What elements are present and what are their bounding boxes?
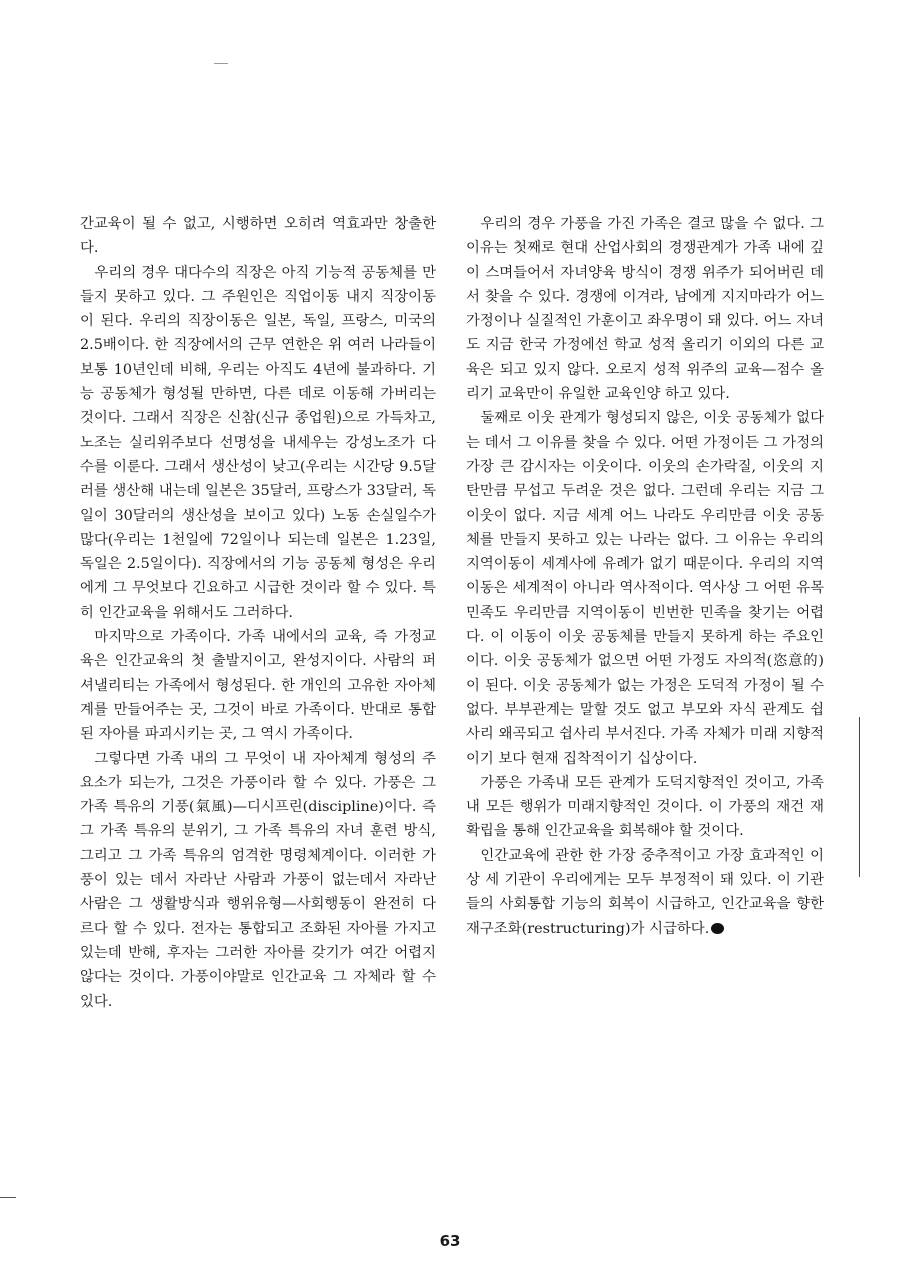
left-column <box>80 212 436 1014</box>
paragraph: 그렇다면 가족 내의 그 무엇이 내 자아체계 형성의 주 요소가 되는가, 그것은 가풍이라 할 수 있다. 가풍은 그 가족 특유의 기풍(氣風)—디시프린(discipline)이다. 즉 그 가족 특유의 분위기, 그 가족 특유의 자녀 훈련 방식, 그리고 그 가족 특유의 엄격한 명령체계이다. 이러한 가풍이 있는 데서 자라난 사람과 가풍이 없는데서 자라난 사람은 그 생활방식과 행위유형—사회행동이 완전히 다르다 할 수 있다. 전자는 통합되고 조화된 자아를 가지고 있는데 반해, 후자는 그러한 자아를 갖기가 여간 어렵지 않다는 것이다. 가풍이야말로 인간교육 그 자체라 할 수 있다. <box>80 750 436 1010</box>
paragraph: 가풍은 가족내 모든 관계가 도덕지향적인 것이고, 가족내 모든 행위가 미래지향적인 것이다. 이 가풍의 재건 재확립을 통해 인간교육을 회복해야 할 것이다. <box>466 774 824 840</box>
paragraph: 우리의 경우 가풍을 가진 가족은 결코 많을 수 없다. 그 이유는 첫째로 현대 산업사회의 경쟁관계가 가족 내에 깊이 스며들어서 자녀양육 방식이 경쟁 위주가 되어버린 데서 찾을 수 있다. 경쟁에 이겨라, 남에게 지지마라가 어느 가정이나 실질적인 가훈이고 좌우명이 돼 있다. 어느 자녀도 지금 한국 가정에선 학교 성적 올리기 이외의 다른 교육은 되고 있지 않다. 오로지 성적 위주의 교육—점수 올리기 교육만이 유일한 교육인양 하고 있다. <box>466 216 824 403</box>
end-mark-icon <box>711 923 724 934</box>
paragraph: 둘째로 이웃 관계가 형성되지 않은, 이웃 공동체가 없다는 데서 그 이유를 찾을 수 있다. 어떤 가정이든 그 가정의 가장 큰 감시자는 이웃이다. 이웃의 손가락질, 이웃의 지탄만큼 무섭고 두려운 것은 없다. 그런데 우리는 지금 그 이웃이 없다. 지금 세계 어느 나라도 우리만큼 이웃 공동체를 만들지 못하고 있는 나라는 없다. 그 이유는 우리의 지역이동이 세계사에 유례가 없기 때문이다. 우리의 지역이동은 세계적이 아니라 역사적이다. 역사상 그 어떤 유목민족도 우리만큼 지역이동이 빈번한 민족을 찾기는 어렵다. 이 이동이 이웃 공동체를 만들지 못하게 하는 주요인이다. 이웃 공동체가 없으면 어떤 가정도 자의적(恣意的)이 된다. 이웃 공동체가 없는 가정은 도덕적 가정이 될 수 없다. 부부관계는 말할 것도 없고 부모와 자식 관계도 쉽사리 왜곡되고 쉽사리 부서진다. 가족 자체가 미래 지향적이기 보다 현재 집착적이기 십상이다. <box>466 410 824 767</box>
paragraph: 마지막으로 가족이다. 가족 내에서의 교육, 즉 가정교육은 인간교육의 첫 출발지이고, 완성지이다. 사람의 퍼셔낼리티는 가족에서 형성된다. 한 개인의 고유한 자아체계를 만들어주는 곳, 그것이 바로 가족이다. 반대로 통합된 자아를 파괴시키는 곳, 그 역시 가족이다. <box>80 629 436 743</box>
edge-rule <box>0 1197 16 1198</box>
paragraph-continued: 간교육이 될 수 없고, 시행하면 오히려 역효과만 창출한다. <box>80 216 436 257</box>
paragraph: 우리의 경우 대다수의 직장은 아직 기능적 공동체를 만들지 못하고 있다. 그 주원인은 직업이동 내지 직장이동이 된다. 우리의 직장이동은 일본, 독일, 프랑스, 미국의 2.5배이다. 한 직장에서의 근무 연한은 위 여러 나라들이 보통 10년인데 비해, 우리는 아직도 4년에 불과하다. 기능 공동체가 형성될 만하면, 다른 데로 이동해 가버리는 것이다. 그래서 직장은 신참(신규 종업원)으로 가득차고, 노조는 실리위주보다 선명성을 내세우는 강성노조가 다수를 이룬다. 그래서 생산성이 낮고(우리는 시간당 9.5달러를 생산해 내는데 일본은 35달러, 프랑스가 33달러, 독일이 30달러의 생산성을 보이고 있다) 노동 손실일수가 많다(우리는 1천일에 72일이나 되는데 일본은 1.23일, 독일은 2.5일이다). 직장에서의 기능 공동체 형성은 우리에게 그 무엇보다 긴요하고 시급한 것이라 할 수 있다. 특히 인간교육을 위해서도 그러하다. <box>80 264 436 621</box>
scan-mark <box>214 63 228 64</box>
paragraph-final <box>466 844 824 941</box>
paragraph-final-text: 인간교육에 관한 한 가장 중추적이고 가장 효과적인 이상 세 기관이 우리에게는 모두 부정적이 돼 있다. 이 기관들의 사회통합 기능의 회복이 시급하고, 인간교육을 향한 재구조화(restructuring)가 시급하다. <box>466 847 824 937</box>
margin-rule <box>859 717 860 877</box>
right-column <box>466 212 824 941</box>
page-number: 63 <box>439 1232 461 1250</box>
